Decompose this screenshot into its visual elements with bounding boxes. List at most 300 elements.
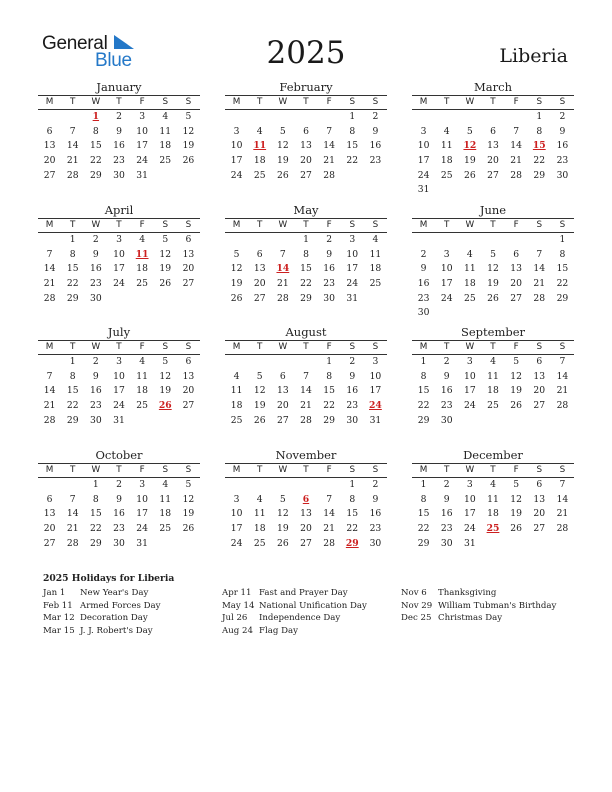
weekday-label: T xyxy=(303,465,309,475)
day: 6 xyxy=(490,125,496,137)
day: 22 xyxy=(66,400,79,412)
weekday-label: W xyxy=(91,220,101,230)
day: 9 xyxy=(372,125,379,137)
day: 2 xyxy=(443,356,450,367)
day: 17 xyxy=(464,385,476,397)
day: 4 xyxy=(233,370,240,382)
holiday-date: Mar 15 xyxy=(43,626,75,637)
weekday-label: T xyxy=(490,465,496,475)
day: 23 xyxy=(369,155,382,167)
day-grid xyxy=(225,233,387,306)
day: 21 xyxy=(510,155,522,167)
weekday-label: F xyxy=(139,97,145,107)
month-title: September xyxy=(460,325,526,339)
day: 12 xyxy=(182,125,195,137)
day: 26 xyxy=(182,523,195,535)
day: 18 xyxy=(136,263,148,275)
day: 14 xyxy=(510,140,522,152)
day: 4 xyxy=(162,479,169,490)
day: 16 xyxy=(440,508,453,520)
day: 2 xyxy=(116,479,122,490)
day: 27 xyxy=(182,400,195,412)
day: 3 xyxy=(466,356,473,367)
weekday-header xyxy=(412,218,574,233)
day: 17 xyxy=(464,508,476,520)
day: 17 xyxy=(346,263,359,275)
empty-day xyxy=(294,355,317,370)
empty-day xyxy=(294,110,317,125)
holiday-date: Apr 11 xyxy=(222,588,252,598)
day: 23 xyxy=(440,523,453,535)
weekday-header xyxy=(225,340,387,355)
weekday-label: T xyxy=(490,97,496,107)
day: 12 xyxy=(182,493,195,505)
day: 30 xyxy=(440,414,453,426)
day: 20 xyxy=(182,263,195,275)
day: 29 xyxy=(300,292,312,304)
day: 24 xyxy=(230,169,243,181)
day: 14 xyxy=(43,263,56,275)
day: 6 xyxy=(536,356,543,367)
day: 21 xyxy=(556,385,569,397)
day: 13 xyxy=(277,385,289,397)
weekday-label: S xyxy=(185,97,192,107)
day: 31 xyxy=(464,537,476,549)
holiday-name: Decoration Day xyxy=(80,613,148,624)
weekday-header xyxy=(225,95,387,110)
month-november xyxy=(225,448,387,551)
day: 15 xyxy=(346,140,359,152)
month-february xyxy=(225,80,387,183)
calendar-year: 2025 xyxy=(266,35,346,71)
day: 12 xyxy=(277,508,289,520)
day: 31 xyxy=(346,292,359,304)
day-grid xyxy=(225,110,387,183)
holiday-date: Jul 26 xyxy=(222,613,248,624)
day: 17 xyxy=(113,263,125,275)
empty-day xyxy=(225,355,248,370)
holiday-name: Independence Day xyxy=(259,613,341,624)
day: 22 xyxy=(90,523,102,535)
day: 28 xyxy=(556,523,569,535)
day: 21 xyxy=(300,400,312,412)
day: 29 xyxy=(66,292,79,304)
holiday-date: Mar 12 xyxy=(43,613,75,624)
day: 28 xyxy=(510,169,522,181)
day: 10 xyxy=(464,493,476,505)
day: 28 xyxy=(300,414,312,426)
day: 19 xyxy=(253,400,266,412)
day: 8 xyxy=(303,248,309,260)
day: 5 xyxy=(162,234,169,245)
day: 29 xyxy=(533,169,546,181)
day: 16 xyxy=(113,508,125,520)
holiday-item xyxy=(43,612,160,625)
logo-blue-text: Blue xyxy=(95,50,132,71)
day: 15 xyxy=(90,508,102,520)
day: 16 xyxy=(369,508,382,520)
day: 23 xyxy=(90,278,102,290)
day: 17 xyxy=(136,508,148,520)
weekday-label: F xyxy=(326,220,332,230)
day: 10 xyxy=(417,140,430,152)
logo-general-text: General xyxy=(42,33,108,54)
month-january xyxy=(38,80,200,183)
weekday-label: M xyxy=(419,220,428,230)
day: 25 xyxy=(136,278,148,290)
day: 2 xyxy=(443,479,450,490)
empty-day xyxy=(435,233,458,248)
day: 1 xyxy=(92,479,99,490)
day: 1 xyxy=(69,356,76,367)
day: 12 xyxy=(277,140,289,152)
day: 30 xyxy=(346,414,359,426)
day: 4 xyxy=(162,111,169,122)
weekday-label: S xyxy=(559,220,566,230)
day: 22 xyxy=(323,400,335,412)
day: 12 xyxy=(159,370,172,382)
weekday-header xyxy=(38,340,200,355)
weekday-label: S xyxy=(185,342,192,352)
day: 7 xyxy=(559,479,566,490)
month-title: December xyxy=(463,448,523,462)
holiday-date: Jan 1 xyxy=(43,588,66,598)
day: 30 xyxy=(556,169,569,181)
day: 25 xyxy=(369,278,382,290)
day: 3 xyxy=(116,234,122,245)
weekday-header xyxy=(225,218,387,233)
holiday-day: 12 xyxy=(463,140,477,152)
day: 24 xyxy=(440,292,453,304)
weekday-label: S xyxy=(162,465,169,475)
day: 11 xyxy=(253,508,266,520)
day: 3 xyxy=(349,234,356,245)
month-july xyxy=(38,325,200,428)
holiday-name: Armed Forces Day xyxy=(80,600,161,611)
weekday-label: T xyxy=(116,220,122,230)
day-grid xyxy=(225,355,387,428)
weekday-label: S xyxy=(162,97,169,107)
day: 19 xyxy=(510,508,522,520)
weekday-label: M xyxy=(232,97,241,107)
day: 18 xyxy=(487,508,499,520)
day: 9 xyxy=(116,493,122,505)
day: 27 xyxy=(43,537,56,549)
empty-day xyxy=(294,478,317,493)
weekday-label: S xyxy=(372,220,379,230)
weekday-label: T xyxy=(444,220,450,230)
day: 22 xyxy=(417,523,430,535)
day: 21 xyxy=(556,508,569,520)
day: 4 xyxy=(466,248,473,260)
weekday-label: T xyxy=(257,220,263,230)
day: 15 xyxy=(90,140,102,152)
day: 15 xyxy=(346,508,359,520)
day: 5 xyxy=(162,356,169,367)
day-grid xyxy=(412,355,574,428)
day: 16 xyxy=(440,385,453,397)
day: 3 xyxy=(466,479,473,490)
day: 10 xyxy=(369,370,382,382)
day: 15 xyxy=(323,385,335,397)
weekday-label: S xyxy=(559,342,566,352)
day: 27 xyxy=(533,523,546,535)
day: 18 xyxy=(136,385,148,397)
weekday-label: M xyxy=(419,465,428,475)
day: 1 xyxy=(349,111,356,122)
day: 14 xyxy=(556,493,569,505)
day: 11 xyxy=(369,248,382,260)
holiday-day: 1 xyxy=(92,111,100,122)
weekday-label: F xyxy=(513,342,519,352)
holiday-date: May 14 xyxy=(222,600,255,611)
day: 2 xyxy=(92,234,99,245)
empty-day xyxy=(248,478,271,493)
day: 10 xyxy=(346,248,359,260)
weekday-label: T xyxy=(444,342,450,352)
day: 29 xyxy=(90,169,102,181)
day: 28 xyxy=(277,292,289,304)
day: 18 xyxy=(440,155,453,167)
day: 29 xyxy=(556,292,569,304)
day: 26 xyxy=(182,155,195,167)
day: 2 xyxy=(420,248,427,260)
day: 3 xyxy=(139,479,146,490)
weekday-label: T xyxy=(116,465,122,475)
day: 17 xyxy=(369,385,382,397)
month-title: April xyxy=(104,203,134,217)
day: 29 xyxy=(90,537,102,549)
holiday-item xyxy=(43,587,160,600)
day: 26 xyxy=(159,278,172,290)
weekday-label: S xyxy=(372,342,379,352)
day: 26 xyxy=(510,523,522,535)
day: 13 xyxy=(43,140,56,152)
day: 9 xyxy=(420,263,427,275)
empty-day xyxy=(248,110,271,125)
day: 18 xyxy=(230,400,243,412)
holiday-item xyxy=(222,600,367,613)
weekday-label: M xyxy=(45,342,54,352)
day: 14 xyxy=(533,263,546,275)
day: 5 xyxy=(185,111,192,122)
weekday-label: M xyxy=(419,97,428,107)
holiday-name: Fast and Prayer Day xyxy=(259,588,348,598)
weekday-label: S xyxy=(559,97,566,107)
day: 2 xyxy=(116,111,122,122)
holiday-day: 6 xyxy=(302,493,310,505)
day: 15 xyxy=(417,508,430,520)
day: 1 xyxy=(536,111,543,122)
day: 25 xyxy=(253,169,266,181)
day: 8 xyxy=(349,493,356,505)
day: 11 xyxy=(464,263,476,275)
day: 19 xyxy=(487,278,499,290)
day: 17 xyxy=(230,155,243,167)
empty-day xyxy=(318,110,341,125)
day: 2 xyxy=(372,479,379,490)
day: 21 xyxy=(66,155,79,167)
day: 4 xyxy=(372,234,379,245)
empty-day xyxy=(412,233,435,248)
day: 22 xyxy=(346,155,359,167)
day: 26 xyxy=(510,400,522,412)
day: 21 xyxy=(43,278,56,290)
day: 9 xyxy=(443,370,450,382)
day: 27 xyxy=(533,400,546,412)
day-grid xyxy=(412,478,574,551)
day: 17 xyxy=(113,385,125,397)
day: 30 xyxy=(90,292,102,304)
day: 20 xyxy=(533,385,546,397)
day: 23 xyxy=(323,278,335,290)
weekday-label: S xyxy=(349,220,356,230)
day: 21 xyxy=(66,523,79,535)
month-title: February xyxy=(279,80,333,94)
day: 24 xyxy=(346,278,359,290)
day: 23 xyxy=(417,292,430,304)
day: 19 xyxy=(277,155,289,167)
weekday-label: S xyxy=(536,342,543,352)
holiday-day: 29 xyxy=(345,537,359,549)
day: 9 xyxy=(116,125,122,137)
day: 1 xyxy=(420,479,427,490)
day: 7 xyxy=(513,125,520,137)
day: 5 xyxy=(490,248,496,260)
empty-day xyxy=(38,233,61,248)
weekday-label: F xyxy=(139,342,145,352)
empty-day xyxy=(38,355,61,370)
holiday-day: 11 xyxy=(135,248,149,260)
day: 5 xyxy=(279,125,286,137)
day: 18 xyxy=(253,523,266,535)
day: 24 xyxy=(464,400,476,412)
day: 8 xyxy=(92,125,99,137)
day: 10 xyxy=(113,370,125,382)
weekday-label: M xyxy=(232,342,241,352)
weekday-label: S xyxy=(162,220,169,230)
day: 14 xyxy=(66,140,79,152)
day: 27 xyxy=(510,292,522,304)
day: 23 xyxy=(369,523,382,535)
day: 19 xyxy=(182,140,195,152)
weekday-label: W xyxy=(91,97,101,107)
month-title: May xyxy=(293,203,319,217)
weekday-label: T xyxy=(257,465,263,475)
day: 3 xyxy=(233,125,240,137)
holiday-item xyxy=(43,625,160,638)
day: 14 xyxy=(66,508,79,520)
empty-day xyxy=(505,110,528,125)
day: 28 xyxy=(533,292,546,304)
day: 15 xyxy=(300,263,312,275)
empty-day xyxy=(38,478,61,493)
day: 19 xyxy=(159,385,172,397)
day: 30 xyxy=(417,307,430,319)
day: 9 xyxy=(92,248,99,260)
day: 24 xyxy=(113,400,125,412)
holiday-name: Thanksgiving xyxy=(438,588,497,598)
day: 13 xyxy=(182,248,195,260)
day: 6 xyxy=(303,125,309,137)
weekday-header xyxy=(38,218,200,233)
holiday-day: 14 xyxy=(276,263,290,275)
weekday-label: W xyxy=(91,342,101,352)
day: 10 xyxy=(464,370,476,382)
day: 4 xyxy=(490,356,496,367)
day: 12 xyxy=(510,370,522,382)
day: 13 xyxy=(300,140,312,152)
day: 8 xyxy=(326,370,333,382)
day: 29 xyxy=(417,537,430,549)
weekday-label: F xyxy=(513,97,519,107)
day: 24 xyxy=(230,537,243,549)
empty-day xyxy=(412,110,435,125)
holiday-item xyxy=(222,625,367,638)
day: 28 xyxy=(43,292,56,304)
day: 4 xyxy=(139,234,146,245)
day: 4 xyxy=(490,479,496,490)
month-title: January xyxy=(96,80,142,94)
empty-day xyxy=(248,355,271,370)
weekday-label: F xyxy=(513,465,519,475)
day: 10 xyxy=(113,248,125,260)
day: 28 xyxy=(43,414,56,426)
day: 7 xyxy=(69,493,76,505)
day: 15 xyxy=(66,385,79,397)
day: 10 xyxy=(136,125,148,137)
empty-day xyxy=(61,110,84,125)
day: 23 xyxy=(90,400,102,412)
weekday-label: T xyxy=(444,465,450,475)
day: 18 xyxy=(159,508,172,520)
holiday-date: Dec 25 xyxy=(401,613,432,624)
day: 22 xyxy=(90,155,102,167)
weekday-label: W xyxy=(278,465,288,475)
day: 25 xyxy=(136,400,148,412)
holiday-day: 11 xyxy=(253,140,267,152)
day: 8 xyxy=(536,125,543,137)
day: 8 xyxy=(69,248,76,260)
day: 4 xyxy=(139,356,146,367)
day: 27 xyxy=(43,169,56,181)
day: 30 xyxy=(369,537,382,549)
day: 19 xyxy=(510,385,522,397)
month-title: July xyxy=(107,325,131,339)
day: 18 xyxy=(159,140,172,152)
empty-day xyxy=(435,110,458,125)
day: 16 xyxy=(323,263,335,275)
day: 3 xyxy=(420,125,427,137)
weekday-label: S xyxy=(372,97,379,107)
day: 12 xyxy=(159,248,172,260)
weekday-label: F xyxy=(139,465,145,475)
holiday-day: 26 xyxy=(158,400,172,412)
day: 12 xyxy=(510,493,522,505)
day: 11 xyxy=(487,493,499,505)
day: 5 xyxy=(233,248,240,260)
day: 1 xyxy=(559,234,566,245)
day: 19 xyxy=(159,263,172,275)
month-april xyxy=(38,203,200,306)
weekday-label: W xyxy=(278,97,288,107)
day: 26 xyxy=(277,537,289,549)
day: 31 xyxy=(136,537,148,549)
weekday-label: T xyxy=(257,97,263,107)
empty-day xyxy=(271,355,294,370)
day: 24 xyxy=(136,523,148,535)
day: 22 xyxy=(66,278,79,290)
